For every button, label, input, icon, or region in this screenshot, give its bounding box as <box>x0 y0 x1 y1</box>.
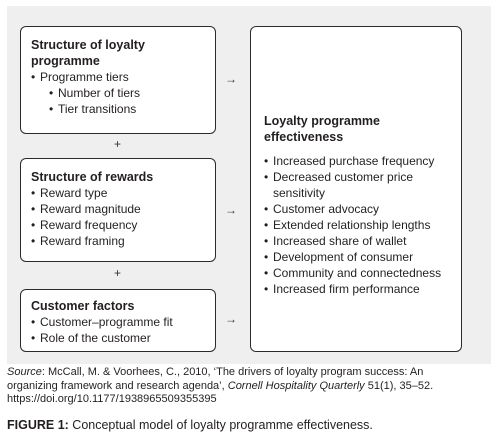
plus-sign: + <box>114 266 122 280</box>
list-item: • Community and connectedness <box>264 265 453 281</box>
figure-panel <box>7 6 491 364</box>
box-title: Structure of loyalty programme <box>31 38 145 68</box>
arrow-right-icon: → <box>225 312 237 326</box>
box-title: Customer factors <box>31 299 135 313</box>
list-item: • Increased purchase frequency <box>264 153 453 169</box>
list-item: • Increased share of wallet <box>264 233 453 249</box>
box-title: Structure of rewards <box>31 170 154 184</box>
list-item: • Reward frequency <box>31 217 205 233</box>
list-item: • Reward type <box>31 185 205 201</box>
box-title: Loyalty programme effectiveness <box>264 114 381 144</box>
plus-sign: + <box>114 137 122 151</box>
structure-of-rewards-box <box>20 158 216 262</box>
arrow-right-icon: → <box>225 72 237 86</box>
list-item: • Extended relationship lengths <box>264 217 453 233</box>
journal-name: Cornell Hospitality Quarterly <box>227 379 365 392</box>
list-item: • Development of consumer <box>264 249 453 265</box>
source-text: 51(1), 35–52. <box>364 379 434 392</box>
list-item-continuation: sensitivity <box>273 186 326 200</box>
caption-label: FIGURE 1: <box>7 418 69 432</box>
list-item: • Decreased customer price <box>264 169 453 185</box>
list-item: • Reward framing <box>31 233 205 249</box>
list-item: • Customer–programme fit <box>31 314 205 330</box>
list-item: • Tier transitions <box>31 101 205 117</box>
list-item: • Role of the customer <box>31 330 205 346</box>
source-label: Source <box>7 366 42 378</box>
list-item: • Customer advocacy <box>264 201 453 217</box>
doi-link[interactable]: https://doi.org/10.1177/1938965509355395 <box>7 393 217 405</box>
arrow-right-icon: → <box>225 203 237 217</box>
structure-of-loyalty-programme-box <box>20 26 216 134</box>
caption-text: Conceptual model of loyalty programme effectiveness. <box>68 418 373 432</box>
source-text: : McCall, M. & Voorhees, C., 2010, ‘The drivers of loyalty program success: An <box>41 366 424 378</box>
source-text: organizing framework and research agenda’, <box>7 379 228 392</box>
figure-caption <box>7 418 491 432</box>
list-item: • Programme tiers <box>31 69 205 85</box>
source-note <box>7 366 491 407</box>
loyalty-programme-effectiveness-box <box>250 26 462 352</box>
list-item: • Number of tiers <box>31 85 205 101</box>
list-item: • Increased firm performance <box>264 281 453 297</box>
customer-factors-box <box>20 289 216 352</box>
list-item: • Reward magnitude <box>31 201 205 217</box>
